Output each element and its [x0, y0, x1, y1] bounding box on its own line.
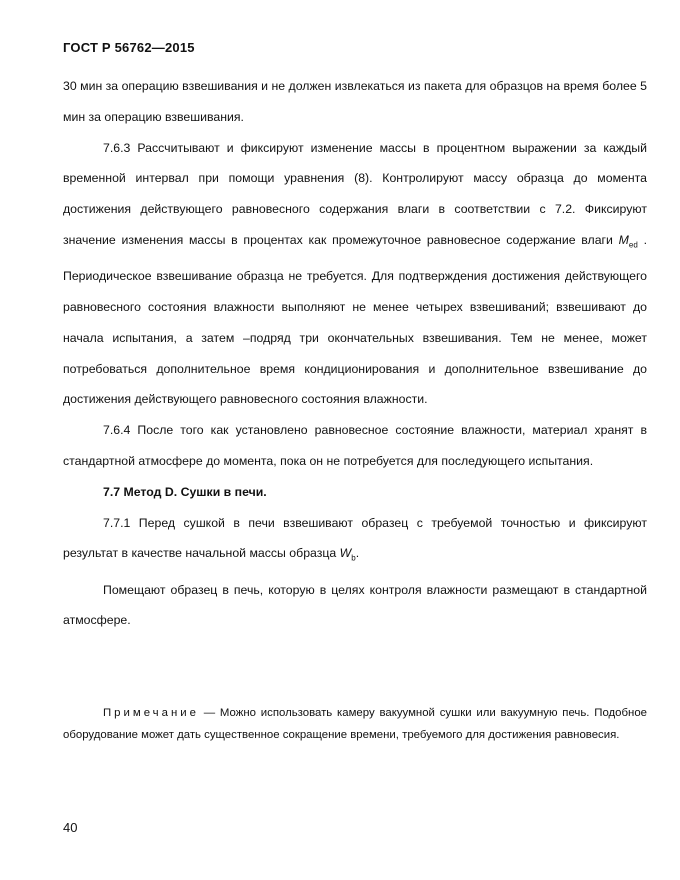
variable-subscript: b	[351, 553, 356, 563]
note-label: Примечание	[103, 707, 199, 719]
page-number: 40	[63, 820, 78, 835]
variable-letter: M	[618, 232, 629, 247]
note-text: — Можно использовать камеру вакуумной сушки или вакуумную печь. Подобное оборудование может дать существенное сокращение времени, требуемого для достижения равновесия.	[63, 707, 647, 741]
paragraph-oven-placement	[63, 575, 647, 637]
paragraph-7-6-3	[63, 133, 647, 416]
variable-subscript: ed	[628, 240, 638, 250]
paragraph-7-7-1	[63, 508, 647, 575]
section-title-7-7	[63, 477, 647, 508]
paragraph-text: 7.6.3 Рассчитывают и фиксируют изменение массы в процентном выражении за каждый временной интервал при помощи уравнения (8). Контролируют массу образца до момента достижения действующего равновесного содержания влаги в соответствии с 7.2. Фиксируют значение изменения массы в процентах как промежуточное равновесное содержание влаги	[63, 140, 647, 247]
paragraph-text: 30 мин за операцию взвешивания и не должен извлекаться из пакета для образцов на время более 5 мин за операцию взвешивания.	[63, 79, 647, 124]
paragraph-7-6-4	[63, 415, 647, 477]
paragraph-text: Помещают образец в печь, которую в целях контроля влажности размещают в стандартной атмосфере.	[63, 582, 647, 628]
paragraph-text: 7.7.1 Перед сушкой в печи взвешивают образец с требуемой точностью и фиксируют результат в качестве начальной массы образца	[63, 515, 647, 561]
paragraph-text: 7.6.4 После того как установлено равновесное состояние влажности, материал хранят в стандартной атмосфере до момента, пока он не потребуется для последующего испытания.	[63, 423, 647, 469]
paragraph-text: . Периодическое взвешивание образца не требуется. Для подтверждения достижения действующего равновесного состояния влажности выполняют не менее четырех взвешиваний; взвешивают до начала испытания, а затем –подряд три окончательных взвешивания. Тем не менее, может потребоваться дополнительное время кондиционирования и дополнительное взвешивание до достижения действующего равновесного состояния влажности.	[63, 232, 647, 407]
paragraph-text: .	[355, 546, 360, 561]
variable-wb	[339, 546, 356, 563]
document-header: ГОСТ Р 56762—2015	[63, 40, 195, 55]
document-body	[63, 71, 647, 636]
note-block	[63, 703, 647, 746]
variable-letter: W	[339, 546, 352, 561]
section-title-text: 7.7 Метод D. Сушки в печи.	[103, 484, 267, 499]
variable-med	[618, 232, 638, 250]
paragraph-continuation	[63, 71, 647, 133]
